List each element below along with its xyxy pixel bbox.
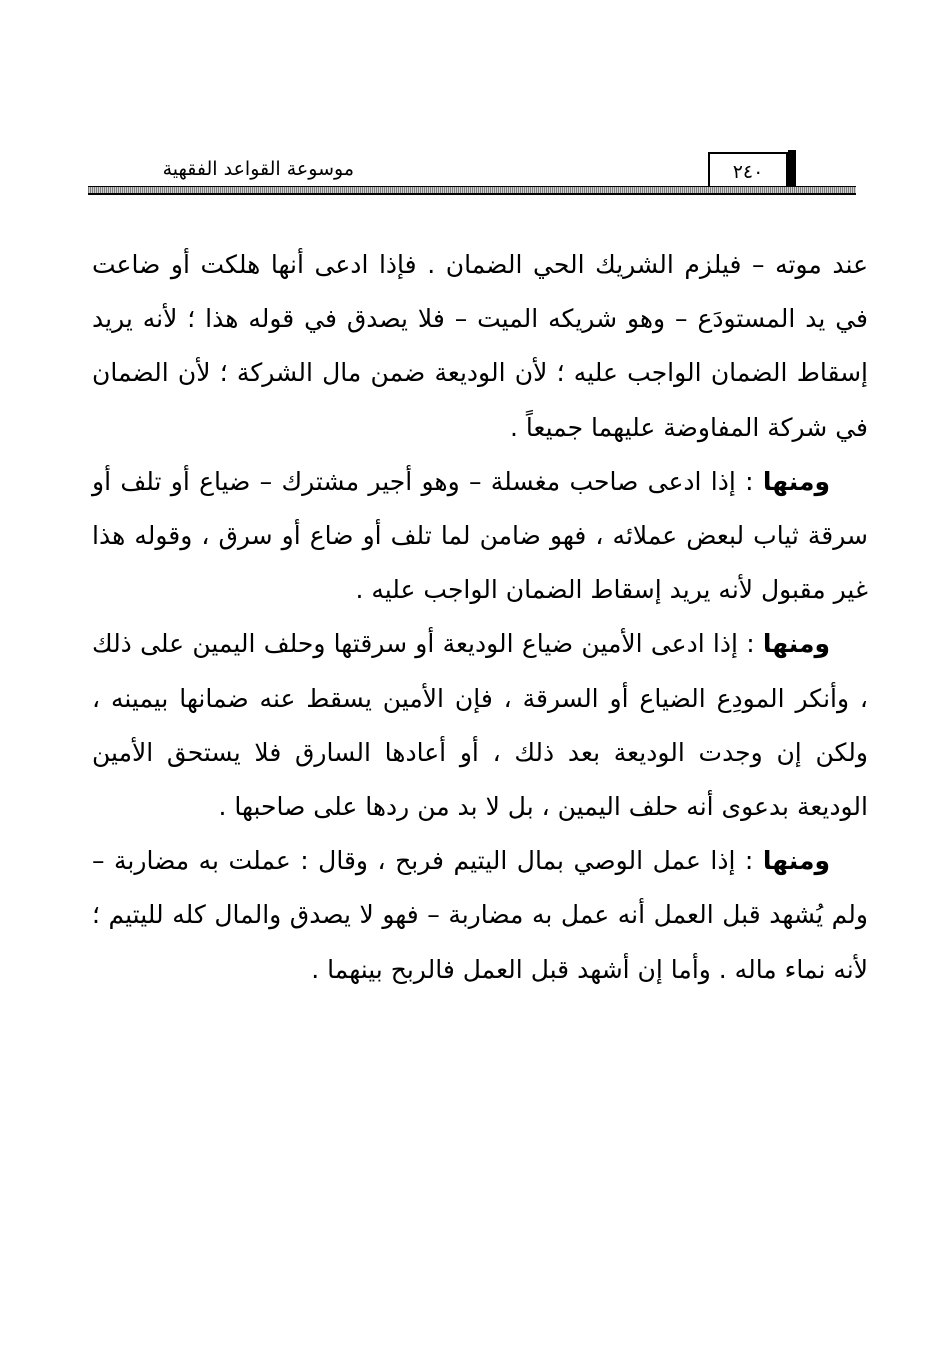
paragraph-4: [92, 834, 868, 997]
paragraph-text: عند موته – فيلزم الشريك الحي الضمان . فإذا ادعى أنها هلكت أو ضاعت في يد المستودَع – وهو شريكه الميت – فلا يصدق في قوله هذا ؛ لأنه يريد إسقاط الضمان الواجب عليه ؛ لأن الوديعة ضمن مال الشركة ؛ لأن الضمان في شركة المفاوضة عليهما جميعاً .: [92, 250, 868, 442]
paragraph-text: : إذا ادعى صاحب مغسلة – وهو أجير مشترك – ضياع أو تلف أو سرقة ثياب لبعض عملائه ، فهو ضامن لما تلف أو ضاع أو سرق ، وقوله هذا غير مقبول لأنه يريد إسقاط الضمان الواجب عليه .: [92, 466, 868, 605]
paragraph-1: [92, 238, 868, 455]
page-number: ٢٤٠: [708, 152, 788, 192]
paragraph-lead: ومنها: [762, 629, 830, 659]
paragraph-3: [92, 617, 868, 834]
paragraph-2: [92, 455, 868, 618]
paragraph-lead: ومنها: [762, 466, 830, 496]
page-header: [88, 150, 856, 200]
paragraph-text: : إذا ادعى الأمين ضياع الوديعة أو سرقتها وحلف اليمين على ذلك ، وأنكر المودِع الضياع أو السرقة ، فإن الأمين يسقط عنه ضمانها بيمينه ، ولكن إن وجدت الوديعة بعد ذلك ، أو أعادها السارق فلا يستحق الأمين الوديعة بدعوى أنه حلف اليمين ، بل لا بد من ردها على صاحبها .: [92, 629, 868, 822]
paragraph-lead: ومنها: [762, 846, 830, 876]
header-rule: [88, 186, 856, 195]
paragraph-text: : إذا عمل الوصي بمال اليتيم فربح ، وقال : عملت به مضاربة – ولم يُشهد قبل العمل أنه عمل به مضاربة – فهو لا يصدق والمال كله لليتيم ؛ لأنه نماء ماله . وأما إن أشهد قبل العمل فالربح بينهما .: [92, 846, 868, 984]
book-title: موسوعة القواعد الفقهية: [162, 158, 354, 180]
page-body: [92, 238, 868, 997]
